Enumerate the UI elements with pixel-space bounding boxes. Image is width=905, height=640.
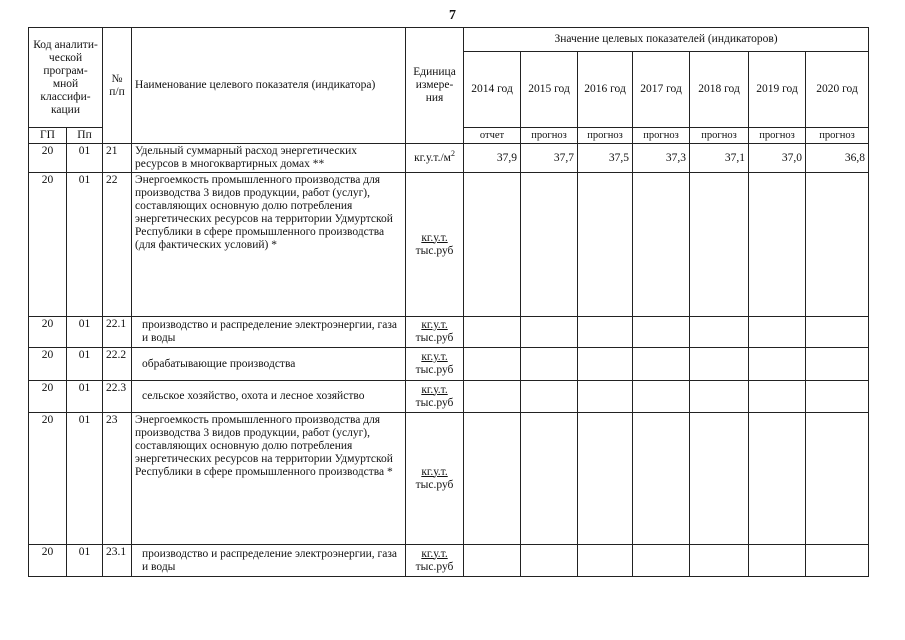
value-cell bbox=[749, 317, 806, 348]
value-cell bbox=[806, 348, 869, 381]
gp-cell: 20 bbox=[29, 317, 67, 348]
num-cell: 22.1 bbox=[103, 317, 132, 348]
status-header: прогноз bbox=[749, 128, 806, 144]
name-cell: обрабатывающие производства bbox=[132, 348, 406, 381]
code-header: Код аналити-ческой програм-мной классифи-кации bbox=[29, 28, 103, 128]
value-cell bbox=[464, 317, 521, 348]
unit-numerator bbox=[409, 148, 460, 165]
unit-numerator bbox=[409, 232, 460, 245]
num-cell: 22.2 bbox=[103, 348, 132, 381]
year-header: 2019 год bbox=[749, 52, 806, 128]
unit-cell bbox=[406, 413, 464, 545]
status-header: отчет bbox=[464, 128, 521, 144]
pp-cell: 01 bbox=[67, 381, 103, 413]
name-cell: сельское хозяйство, охота и лесное хозяйство bbox=[132, 381, 406, 413]
value-cell bbox=[521, 381, 578, 413]
num-header: № п/п bbox=[103, 28, 132, 144]
unit-numerator-text: кг.у.т. bbox=[421, 351, 448, 363]
unit-denominator: тыс.руб bbox=[415, 332, 454, 344]
unit-numerator-text: кг.у.т. bbox=[421, 465, 448, 478]
unit-numerator bbox=[409, 384, 460, 397]
value-cell bbox=[633, 381, 690, 413]
pp-cell: 01 bbox=[67, 545, 103, 577]
pp-cell: 01 bbox=[67, 317, 103, 348]
unit-cell bbox=[406, 348, 464, 381]
value-cell: 37,3 bbox=[633, 144, 690, 173]
num-cell: 23 bbox=[103, 413, 132, 545]
unit-numerator-text: кг.у.т./м bbox=[414, 151, 451, 164]
unit-numerator bbox=[409, 319, 460, 332]
gp-header: ГП bbox=[29, 128, 67, 144]
value-cell bbox=[806, 381, 869, 413]
unit-numerator bbox=[409, 548, 460, 561]
table-row bbox=[29, 413, 869, 545]
name-cell: Удельный суммарный расход энергетических ресурсов в многоквартирных домах ** bbox=[132, 144, 406, 173]
indicators-table bbox=[28, 27, 869, 577]
value-cell bbox=[690, 381, 749, 413]
value-cell bbox=[806, 173, 869, 317]
value-cell: 37,9 bbox=[464, 144, 521, 173]
num-cell: 22 bbox=[103, 173, 132, 317]
value-cell bbox=[521, 545, 578, 577]
value-cell bbox=[690, 348, 749, 381]
page-number: 7 bbox=[449, 8, 456, 23]
year-header: 2014 год bbox=[464, 52, 521, 128]
unit-numerator bbox=[409, 466, 460, 479]
value-cell bbox=[464, 381, 521, 413]
value-cell bbox=[464, 413, 521, 545]
value-cell bbox=[749, 348, 806, 381]
year-header: 2015 год bbox=[521, 52, 578, 128]
unit-header: Единица измере-ния bbox=[406, 28, 464, 144]
value-cell bbox=[633, 413, 690, 545]
value-cell bbox=[633, 317, 690, 348]
table-row bbox=[29, 173, 869, 317]
name-cell: Энергоемкость промышленного производства для производства 3 видов продукции, работ (услуг), составляющих основную долю потребления энергетических ресурсов на территории Удмуртской Республики в сфере промышленного производства * bbox=[132, 413, 406, 545]
unit-denominator: тыс.руб bbox=[415, 560, 454, 573]
name-cell: производство и распределение электроэнергии, газа и воды bbox=[132, 317, 406, 348]
status-header: прогноз bbox=[806, 128, 869, 144]
value-cell bbox=[578, 545, 633, 577]
gp-cell: 20 bbox=[29, 413, 67, 545]
gp-cell: 20 bbox=[29, 381, 67, 413]
value-cell bbox=[464, 348, 521, 381]
value-cell: 37,0 bbox=[749, 144, 806, 173]
unit-numerator bbox=[409, 351, 460, 364]
table-row bbox=[29, 381, 869, 413]
year-header: 2016 год bbox=[578, 52, 633, 128]
value-cell bbox=[578, 173, 633, 317]
value-cell bbox=[521, 317, 578, 348]
unit-denominator: тыс.руб bbox=[415, 478, 454, 491]
value-cell bbox=[578, 413, 633, 545]
value-cell bbox=[749, 173, 806, 317]
value-cell bbox=[633, 348, 690, 381]
pp-header: Пп bbox=[67, 128, 103, 144]
status-header: прогноз bbox=[633, 128, 690, 144]
value-cell bbox=[690, 413, 749, 545]
unit-numerator-text: кг.у.т. bbox=[421, 231, 448, 244]
pp-cell: 01 bbox=[67, 144, 103, 173]
unit-cell bbox=[406, 173, 464, 317]
value-cell bbox=[521, 173, 578, 317]
num-cell: 22.3 bbox=[103, 381, 132, 413]
value-cell bbox=[690, 317, 749, 348]
value-cell bbox=[578, 348, 633, 381]
unit-cell bbox=[406, 144, 464, 173]
table-row bbox=[29, 144, 869, 173]
table-row bbox=[29, 317, 869, 348]
unit-superscript: 2 bbox=[450, 148, 455, 158]
table-row bbox=[29, 348, 869, 381]
value-cell bbox=[749, 545, 806, 577]
unit-denominator: тыс.руб bbox=[415, 364, 454, 376]
year-header: 2018 год bbox=[690, 52, 749, 128]
year-header: 2020 год bbox=[806, 52, 869, 128]
value-cell bbox=[806, 545, 869, 577]
pp-cell: 01 bbox=[67, 413, 103, 545]
gp-cell: 20 bbox=[29, 173, 67, 317]
name-cell: производство и распределение электроэнергии, газа и воды bbox=[132, 545, 406, 577]
year-header: 2017 год bbox=[633, 52, 690, 128]
value-cell: 37,5 bbox=[578, 144, 633, 173]
value-cell bbox=[521, 348, 578, 381]
pp-cell: 01 bbox=[67, 173, 103, 317]
unit-numerator-text: кг.у.т. bbox=[421, 547, 448, 560]
value-cell bbox=[690, 545, 749, 577]
name-cell: Энергоемкость промышленного производства для производства 3 видов продукции, работ (услуг), составляющих основную долю потребления энергетических ресурсов на территории Удмуртской Республики в сфере промышленного производства (для фактических условий) * bbox=[132, 173, 406, 317]
pp-cell: 01 bbox=[67, 348, 103, 381]
unit-numerator-text: кг.у.т. bbox=[421, 319, 448, 331]
table-row bbox=[29, 545, 869, 577]
status-header: прогноз bbox=[578, 128, 633, 144]
value-cell: 37,1 bbox=[690, 144, 749, 173]
value-cell bbox=[749, 413, 806, 545]
unit-numerator-text: кг.у.т. bbox=[421, 383, 448, 396]
value-cell bbox=[633, 173, 690, 317]
value-cell: 37,7 bbox=[521, 144, 578, 173]
values-header: Значение целевых показателей (индикаторов) bbox=[464, 28, 869, 52]
gp-cell: 20 bbox=[29, 545, 67, 577]
unit-cell bbox=[406, 381, 464, 413]
value-cell bbox=[749, 381, 806, 413]
value-cell bbox=[521, 413, 578, 545]
unit-cell bbox=[406, 545, 464, 577]
gp-cell: 20 bbox=[29, 144, 67, 173]
value-cell bbox=[578, 317, 633, 348]
value-cell bbox=[806, 413, 869, 545]
gp-cell: 20 bbox=[29, 348, 67, 381]
value-cell bbox=[464, 173, 521, 317]
value-cell bbox=[806, 317, 869, 348]
name-header: Наименование целевого показателя (индикатора) bbox=[132, 28, 406, 144]
value-cell: 36,8 bbox=[806, 144, 869, 173]
unit-denominator: тыс.руб bbox=[415, 396, 454, 409]
num-cell: 21 bbox=[103, 144, 132, 173]
unit-denominator: тыс.руб bbox=[415, 244, 454, 257]
value-cell bbox=[578, 381, 633, 413]
status-header: прогноз bbox=[690, 128, 749, 144]
value-cell bbox=[690, 173, 749, 317]
value-cell bbox=[633, 545, 690, 577]
num-cell: 23.1 bbox=[103, 545, 132, 577]
unit-cell bbox=[406, 317, 464, 348]
status-header: прогноз bbox=[521, 128, 578, 144]
value-cell bbox=[464, 545, 521, 577]
